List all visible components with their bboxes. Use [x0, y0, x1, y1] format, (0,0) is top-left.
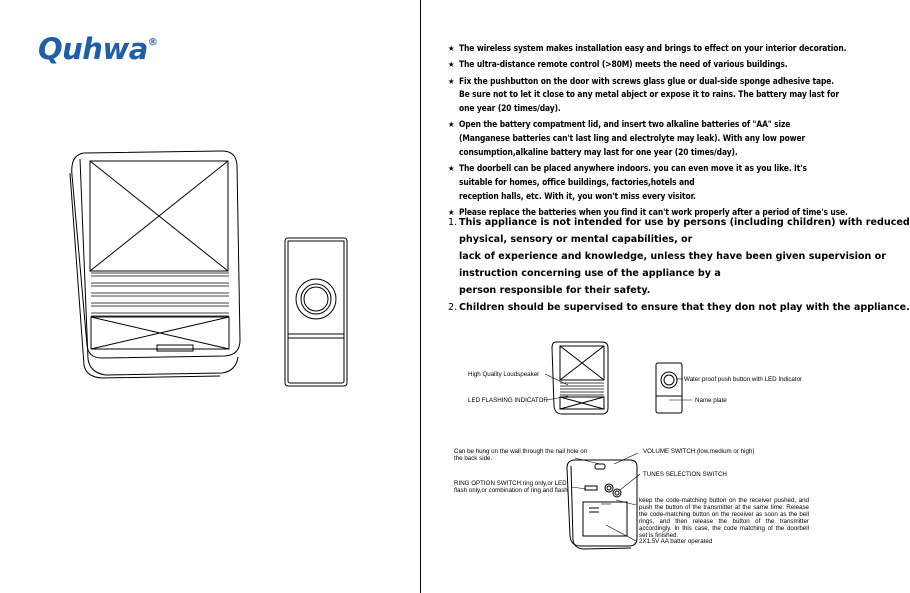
note-line: Please replace the batteries when you find it can't work properly after a period of time's use.: [459, 207, 848, 218]
warning-line: lack of experience and knowledge, unless they have been given supervision or: [459, 251, 886, 262]
warning-line: Children should be supervised to ensure that they don not play with the appliance.: [459, 302, 910, 313]
note-line: one year (20 times/day).: [459, 103, 561, 114]
note-line: (Manganese batteries can't last ling and electrolyte may leak). With any low power: [459, 133, 806, 144]
warning-line: physical, sensory or mental capabilities, or: [459, 234, 693, 245]
label-name-plate: Name plate: [695, 397, 727, 404]
star-bullet-icon: ★: [448, 60, 455, 70]
label-loudspeaker: High Quality Loudspeaker: [468, 371, 540, 378]
note-line: reception halls, etc. With it, you won't miss every visitor.: [459, 190, 696, 201]
warning-line: person responsible for their safety.: [459, 285, 651, 296]
label-hang-hole: Can be hung on the wall through the nail hole on the back side.: [454, 448, 588, 462]
registered-mark: ®: [147, 37, 158, 48]
star-bullet-icon: ★: [448, 208, 455, 218]
label-push-button: Water proof push button with LED Indicator: [684, 376, 803, 383]
star-bullet-icon: ★: [448, 164, 455, 174]
label-led-indicator: LED FLASHING INDICATOR: [468, 397, 548, 404]
warning-number: 2.: [448, 302, 458, 313]
star-bullet-icon: ★: [448, 120, 455, 130]
note-line: consumption,alkaline battery may last for one year (20 times/day).: [459, 147, 738, 158]
note-line: The ultra-distance remote control (>80M) meets the need of various buildings.: [459, 59, 788, 70]
note-line: Fix the pushbutton on the door with screws glass glue or dual-side sponge adhesive tape.: [459, 75, 835, 86]
label-ring-option: RING OPTION SWITCH:ring only,or LED flash only,or combination of ring and flash: [454, 480, 568, 494]
star-bullet-icon: ★: [448, 44, 455, 53]
note-line: The doorbell can be placed anywhere indoors. you can even move it as you like. It's: [459, 163, 807, 174]
note-line: Open the battery compatment lid, and insert two alkaline batteries of "AA" size: [459, 119, 791, 130]
logo-text: Quhwa: [38, 32, 148, 66]
note-line: The wireless system makes installation easy and brings to effect on your interior decoration.: [459, 43, 847, 53]
warning-line: instruction concerning use of the appliance by a: [459, 268, 721, 279]
label-volume-switch: VOLUME SWITCH (low,medium or high): [643, 448, 755, 455]
warning-line: This appliance is not intended for use by persons (including children) with reduced: [459, 217, 910, 228]
warning-number: 1.: [448, 217, 458, 228]
star-bullet-icon: ★: [448, 76, 455, 86]
label-battery: 2X1.5V AA batter operated: [639, 538, 713, 545]
note-line: Be sure not to let it close to any metal abject or expose it to rains. The battery may last for: [459, 89, 839, 100]
label-tunes-switch: TUNES SELECTION SWITCH: [643, 471, 727, 478]
note-line: suitable for homes, office buildings, factories,hotels and: [459, 177, 695, 188]
label-code-matching: keep the code-matching button on the receiver pushed, and push the button of the transmitter at the same time. Release the code-matching button on the receiver as soon as the bell rings, and then release the button of the transmitter accordingly. In this case, the code matching of the doorbell set is finished.: [639, 497, 809, 539]
